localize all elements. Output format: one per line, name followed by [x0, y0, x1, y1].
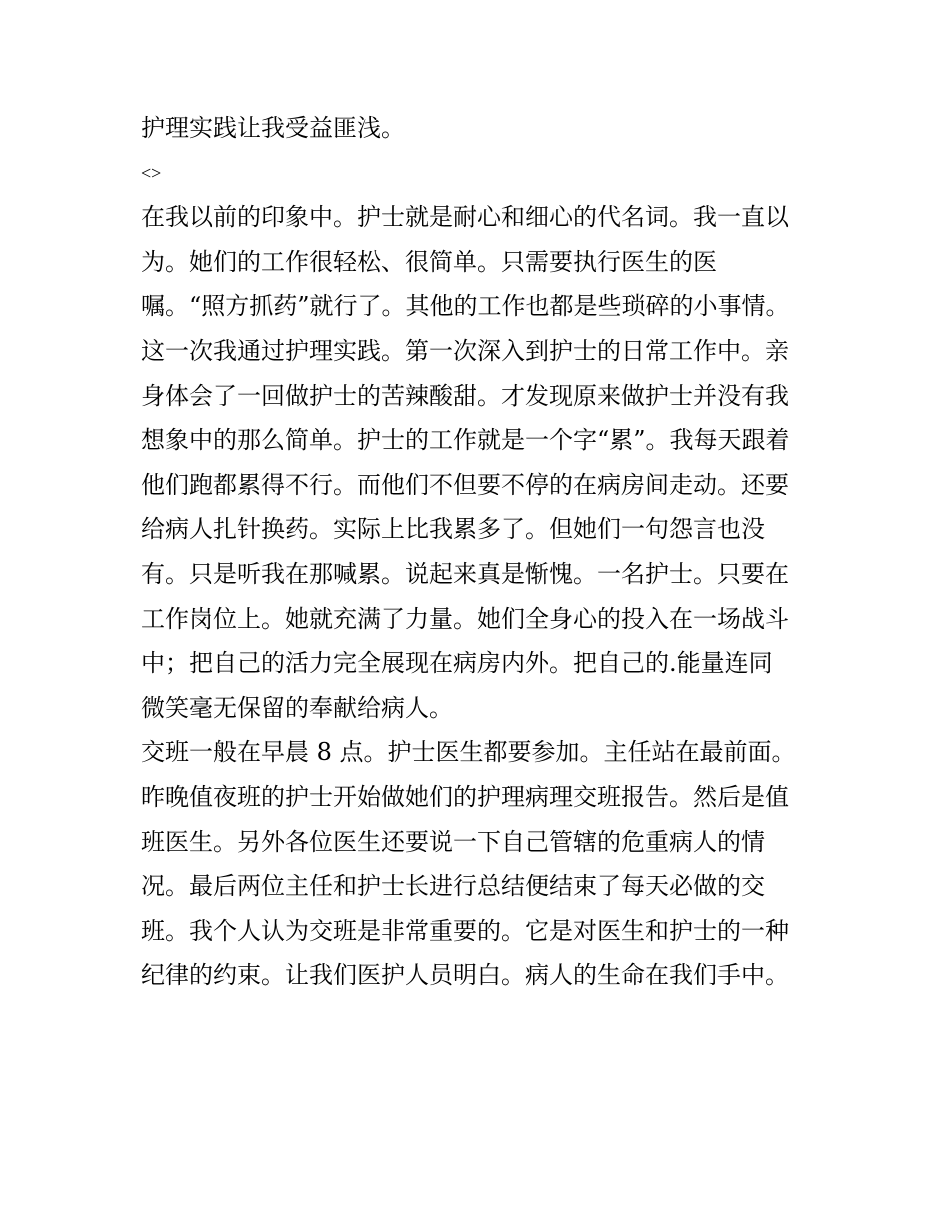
text-line: 为。她们的工作很轻松、很简单。只需要执行医生的医 [141, 247, 717, 276]
text-line: 中；把自己的活力完全展现在病房内外。把自己的.能量连同 [141, 649, 773, 678]
text-line: 给病人扎针换药。实际上比我累多了。但她们一句怨言也没 [141, 515, 765, 544]
text-line: 微笑毫无保留的奉献给病人。 [141, 693, 453, 722]
text-line: 班医生。另外各位医生还要说一下自己管辖的危重病人的情 [141, 827, 765, 856]
text-line: 有。只是听我在那喊累。说起来真是惭愧。一名护士。只要在 [141, 559, 789, 588]
text-line: 他们跑都累得不行。而他们不但要不停的在病房间走动。还要 [141, 470, 789, 499]
text-line: 工作岗位上。她就充满了力量。她们全身心的投入在一场战斗 [141, 604, 789, 633]
text-line: 昨晚值夜班的护士开始做她们的护理病理交班报告。然后是值 [141, 782, 789, 811]
text-line: 交班一般在早晨 8 点。护士医生都要参加。主任站在最前面。 [141, 738, 796, 767]
text-line: 想象中的那么简单。护士的工作就是一个字“累”。我每天跟着 [141, 426, 790, 455]
text-line: 护理实践让我受益匪浅。 [141, 114, 405, 142]
text-line: 在我以前的印象中。护士就是耐心和细心的代名词。我一直以 [141, 203, 789, 232]
text-line: 纪律的约束。让我们医护人员明白。病人的生命在我们手中。 [141, 961, 789, 990]
text-line: 嘱。“照方抓药”就行了。其他的工作也都是些琐碎的小事情。 [141, 292, 790, 321]
text-line: 身体会了一回做护士的苦辣酸甜。才发现原来做护士并没有我 [141, 381, 789, 410]
document-body [141, 106, 831, 998]
text-line: 班。我个人认为交班是非常重要的。它是对医生和护士的一种 [141, 916, 789, 945]
text-line: 这一次我通过护理实践。第一次深入到护士的日常工作中。亲 [141, 336, 789, 365]
text-line: <> [141, 162, 162, 183]
text-line: 况。最后两位主任和护士长进行总结便结束了每天必做的交 [141, 872, 765, 901]
